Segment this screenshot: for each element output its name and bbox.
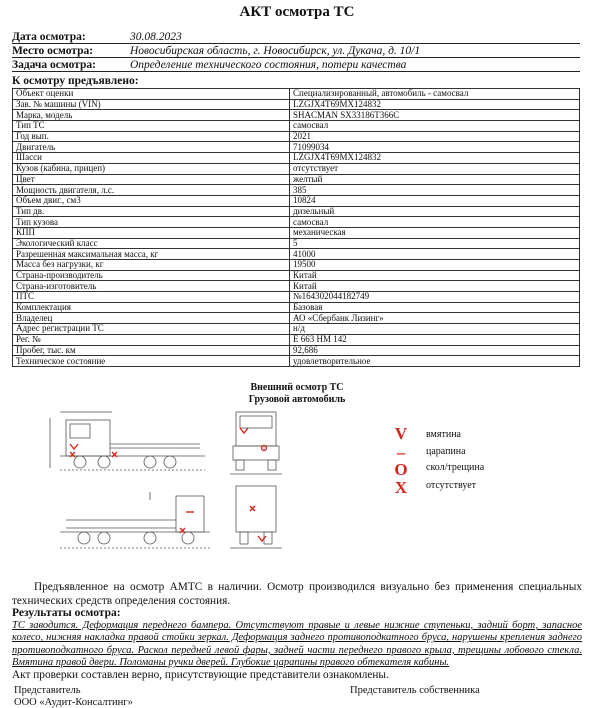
table-row — [13, 227, 580, 238]
table-row — [13, 163, 580, 174]
param-value: 92,686 — [290, 345, 580, 356]
param-value: 41000 — [290, 249, 580, 260]
param-name: Техническое состояние — [13, 356, 290, 367]
table-row — [13, 121, 580, 132]
missing-mark-icon: X — [394, 478, 408, 497]
param-name: Год вып. — [13, 131, 290, 142]
param-name: Зав. № машины (VIN) — [13, 99, 290, 110]
param-value: 2021 — [290, 131, 580, 142]
header-label: Дата осмотра: — [12, 31, 86, 43]
param-name: Страна-изготовитель — [13, 281, 290, 292]
header-label: Место осмотра: — [12, 45, 94, 57]
scratch-mark-icon: – — [396, 443, 406, 462]
param-value: н/д — [290, 324, 580, 335]
param-name: Двигатель — [13, 142, 290, 153]
visual-inspection-title — [0, 382, 594, 406]
table-row — [13, 292, 580, 303]
param-value: SHACMAN SX33186T366C — [290, 110, 580, 121]
table-row — [13, 99, 580, 110]
param-value: дизельный — [290, 206, 580, 217]
table-row — [13, 302, 580, 313]
table-row — [13, 270, 580, 281]
table-row — [13, 142, 580, 153]
damage-mark-missing — [250, 506, 255, 511]
header-value: Новосибирская область, г. Новосибирск, ул. Дукача, д. 10/1 — [130, 45, 421, 57]
table-row — [13, 217, 580, 228]
table-row — [13, 110, 580, 121]
param-name: Цвет — [13, 174, 290, 185]
results-text: ТС заводится. Деформация переднего бампера. Отсутствуют правые и левые нижние ступеньки, задний борт, запасное колесо, нижняя накладка правой стойки зеркал. Деформация заднего противоподкатного бруса, нарушены крепления заднего противоподкатного бруса. Раскол передней левой фары, задней части переднего правого крыла, трещины лобового стекла. Вмятина правой двери. Поломаны ручки дверей. Глубокие царапины правого обтекателя кабины. — [12, 620, 582, 669]
table-row — [13, 89, 580, 100]
param-name: Марка, модель — [13, 110, 290, 121]
closing-statement: Акт проверки составлен верно, присутствующие представители ознакомлены. — [12, 669, 389, 681]
footer-right-label: Представитель собственника — [350, 685, 480, 696]
param-value: самосвал — [290, 217, 580, 228]
param-value: Базовая — [290, 302, 580, 313]
table-row — [13, 185, 580, 196]
section-title: К осмотру предъявлено: — [12, 75, 139, 87]
param-value: LZGJX4T69MX124832 — [290, 99, 580, 110]
param-name: Кузов (кабина, прицеп) — [13, 163, 290, 174]
header-row-date — [12, 30, 580, 44]
param-name: Рег. № — [13, 334, 290, 345]
param-value: механическая — [290, 227, 580, 238]
chip-crack-mark-icon: O — [394, 460, 408, 479]
dent-mark-icon: V — [394, 424, 408, 443]
header-value: Определение технического состояния, потери качества — [130, 59, 407, 71]
header-value: 30.08.2023 — [130, 31, 182, 43]
truck-front-view — [230, 412, 282, 474]
param-name: Комплектация — [13, 302, 290, 313]
table-row — [13, 174, 580, 185]
param-value: удовлетворительное — [290, 356, 580, 367]
param-name: Страна-производитель — [13, 270, 290, 281]
header-label: Задача осмотра: — [12, 59, 96, 71]
table-row — [13, 131, 580, 142]
param-name: Экологический класс — [13, 238, 290, 249]
param-name: ПТС — [13, 292, 290, 303]
param-value: 5 — [290, 238, 580, 249]
param-name: Шасси — [13, 153, 290, 164]
param-name: Мощность двигателя, л.с. — [13, 185, 290, 196]
param-name: Тип ТС — [13, 121, 290, 132]
legend-label: скол/трещина — [426, 462, 485, 473]
param-name: КПП — [13, 227, 290, 238]
param-value: 385 — [290, 185, 580, 196]
param-value: АО «Сбербанк Лизинг» — [290, 313, 580, 324]
table-row — [13, 313, 580, 324]
table-row — [13, 260, 580, 271]
table-row — [13, 153, 580, 164]
footer-left-org: ООО «Аудит-Консалтинг» — [14, 697, 133, 708]
damage-mark-dent — [240, 428, 248, 433]
param-value: LZGJX4T69MX124832 — [290, 153, 580, 164]
header-row-place — [12, 44, 580, 58]
table-row — [13, 195, 580, 206]
legend-label: вмятина — [426, 429, 461, 440]
param-name: Адрес регистрации ТС — [13, 324, 290, 335]
parameters-table — [12, 88, 580, 367]
intro-paragraph: Предъявленное на осмотр АМТС в наличии. Осмотр производился визуально без применения специальных технических средств определения состояния. — [12, 581, 582, 607]
table-row — [13, 324, 580, 335]
damage-mark-dent — [258, 536, 266, 541]
param-name: Объем двиг., см3 — [13, 195, 290, 206]
table-row — [13, 334, 580, 345]
damage-mark-dent — [70, 444, 78, 449]
visual-title-line1: Внешний осмотр ТС — [250, 382, 344, 393]
truck-top-view — [60, 492, 210, 548]
table-row — [13, 206, 580, 217]
truck-rear-view — [230, 486, 282, 548]
param-name: Пробег, тыс. км — [13, 345, 290, 356]
param-name: Масса без нагрузки, кг — [13, 260, 290, 271]
param-name: Объект оценки — [13, 89, 290, 100]
param-value: Китай — [290, 270, 580, 281]
param-value: Е 663 НМ 142 — [290, 334, 580, 345]
param-value: 71099034 — [290, 142, 580, 153]
header-row-task — [12, 58, 580, 72]
table-row — [13, 345, 580, 356]
param-value: Специализированный, автомобиль - самосвал — [290, 89, 580, 100]
param-name: Тип дв. — [13, 206, 290, 217]
param-value: самосвал — [290, 121, 580, 132]
table-row — [13, 281, 580, 292]
table-row — [13, 238, 580, 249]
footer-left-label: Представитель — [14, 685, 81, 696]
param-name: Разрешенная максимальная масса, кг — [13, 249, 290, 260]
truck-diagram — [0, 405, 594, 565]
results-title: Результаты осмотра: — [12, 607, 121, 619]
header-block — [12, 30, 580, 72]
table-row — [13, 249, 580, 260]
truck-side-view — [50, 412, 205, 470]
document-title: АКТ осмотра ТС — [239, 4, 355, 20]
param-value: отсутствует — [290, 163, 580, 174]
visual-title-line2: Грузовой автомобиль — [248, 394, 346, 405]
legend-label: отсутствует — [426, 480, 477, 491]
param-value: Китай — [290, 281, 580, 292]
param-value: желтый — [290, 174, 580, 185]
param-value: 19500 — [290, 260, 580, 271]
param-name: Тип кузова — [13, 217, 290, 228]
param-value: 10824 — [290, 195, 580, 206]
param-value: №164302044182749 — [290, 292, 580, 303]
table-row — [13, 356, 580, 367]
param-name: Владелец — [13, 313, 290, 324]
legend-label: царапина — [426, 446, 466, 457]
